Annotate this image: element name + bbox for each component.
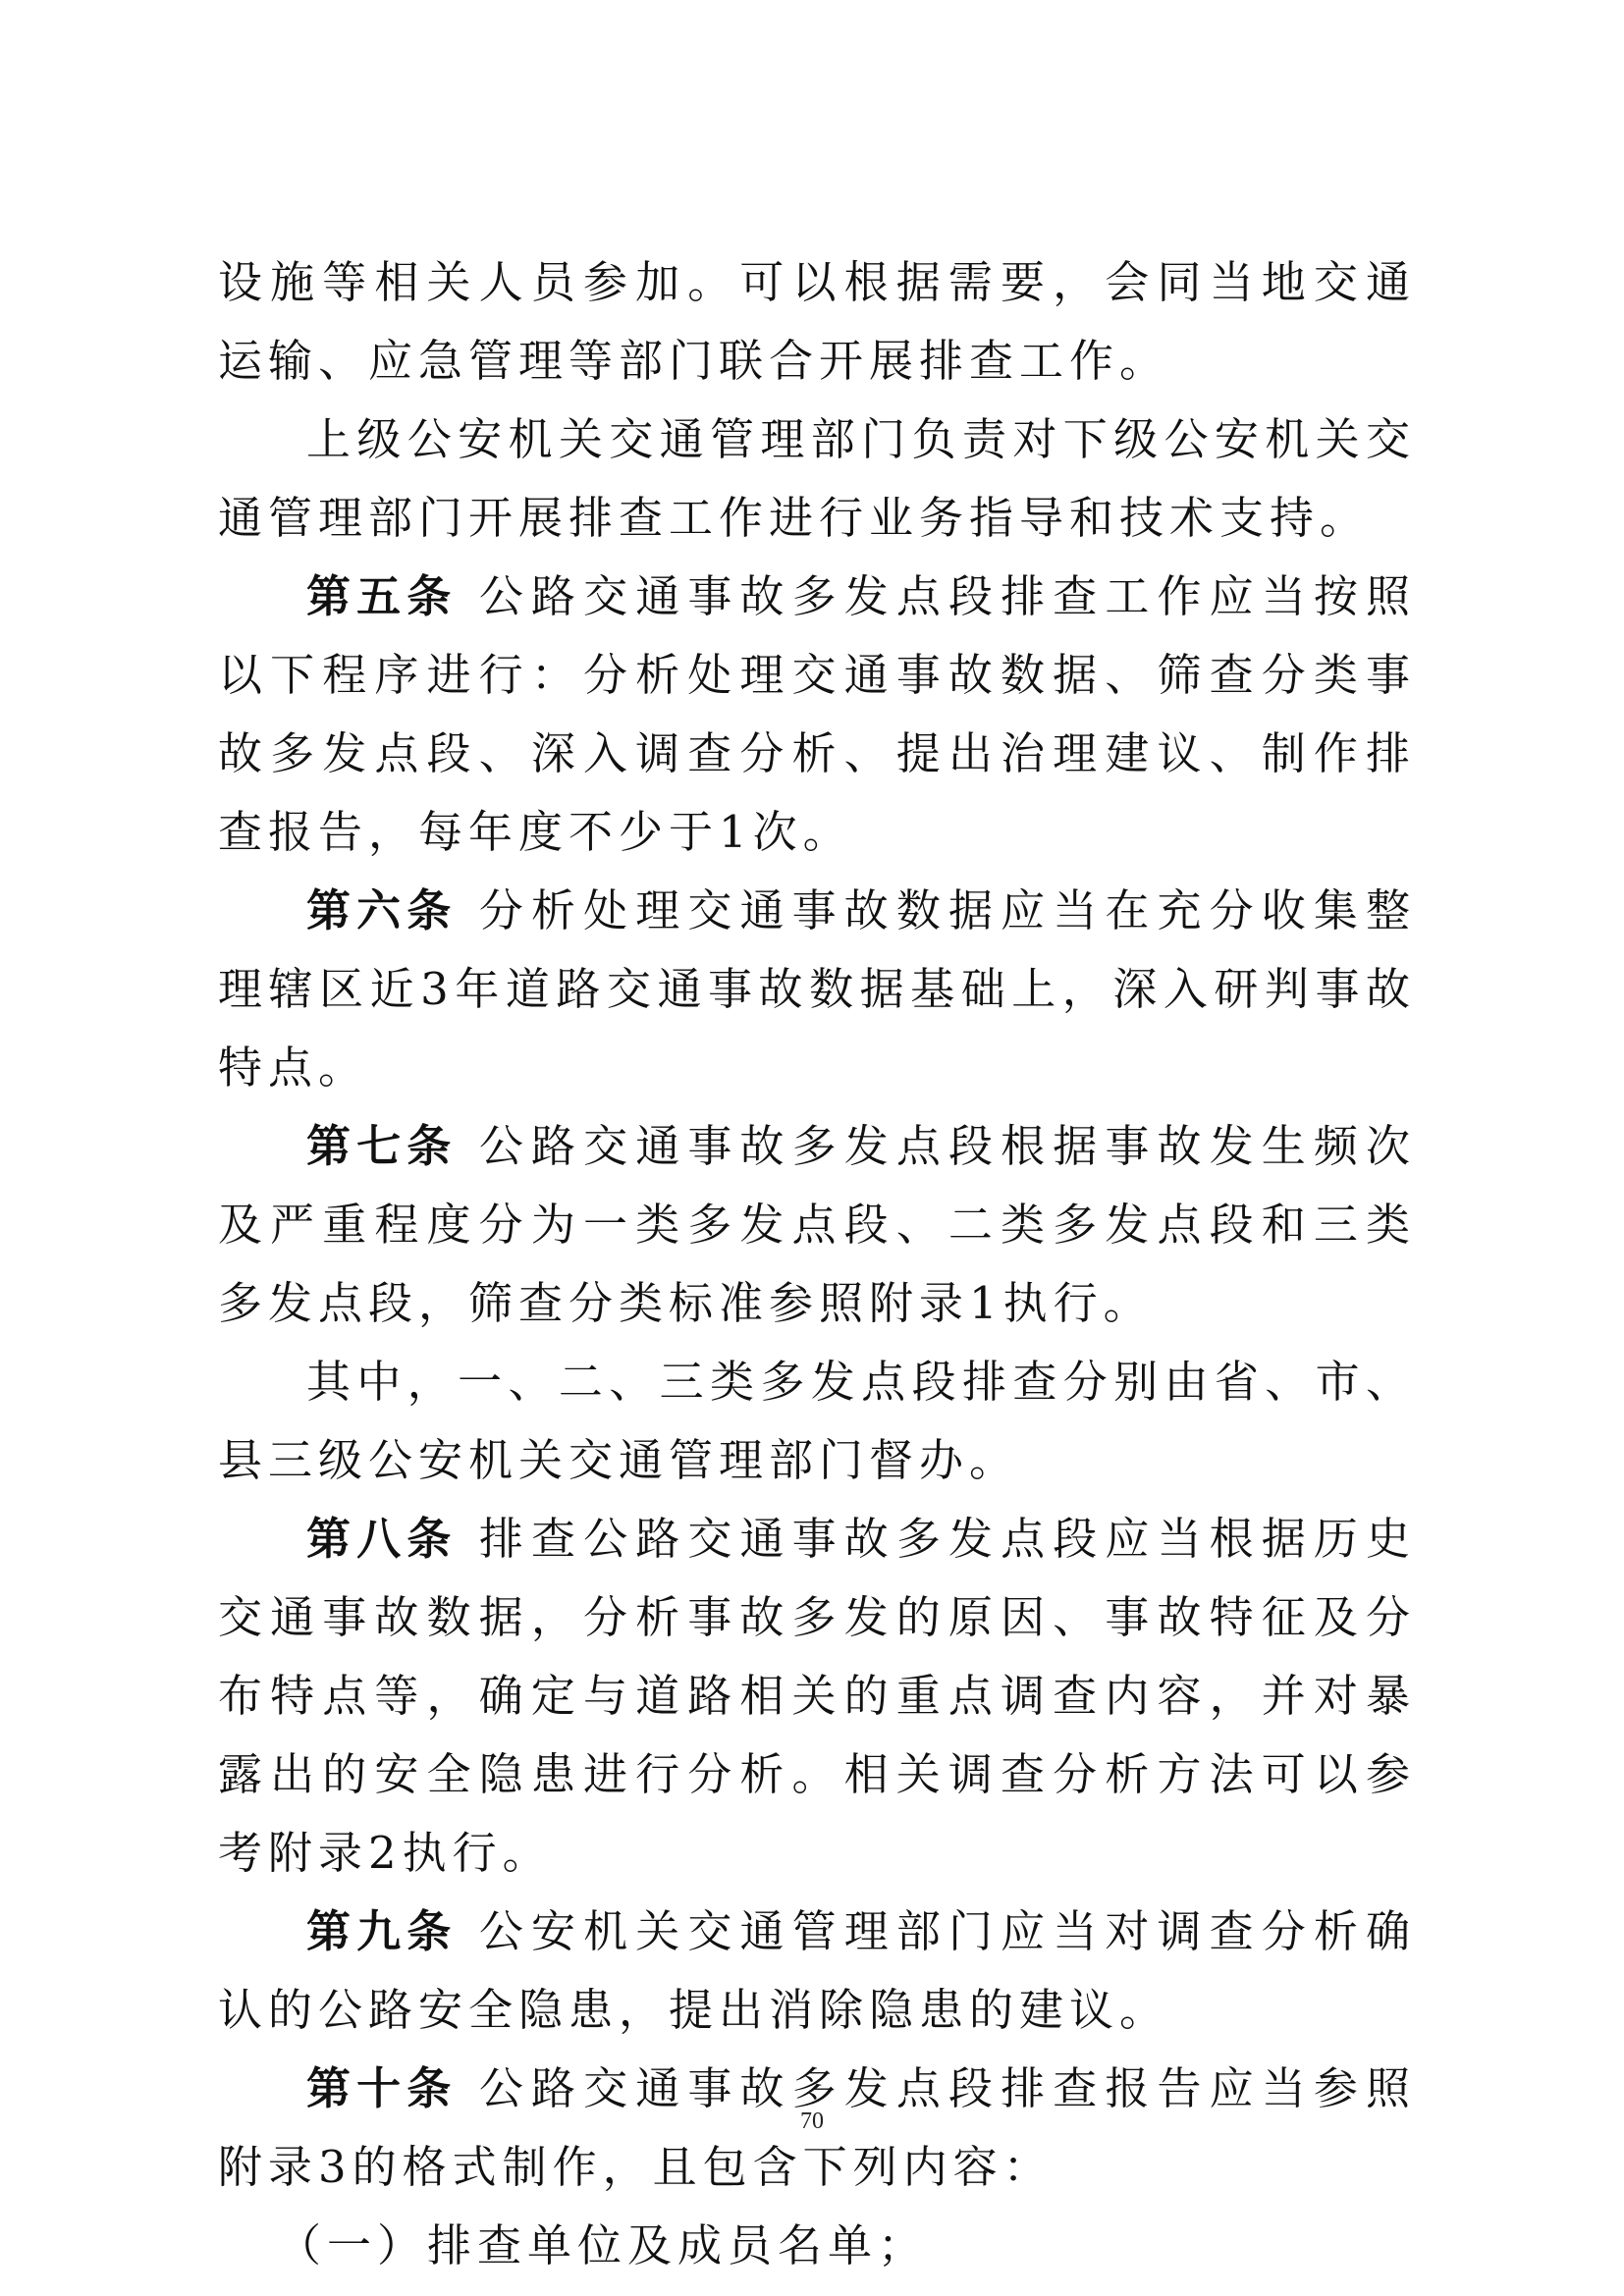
paragraph-7b <box>218 1343 1416 1500</box>
article-5 <box>218 558 1416 872</box>
paragraph-2 <box>218 400 1416 558</box>
page-number: 70 <box>800 2109 824 2134</box>
article-number: 第五条 <box>306 570 458 622</box>
article-7 <box>218 1107 1416 1343</box>
article-text: 公路交通事故多发点段排查报告应当参照附录3的格式制作，且包含下列内容： <box>218 2062 1416 2193</box>
article-number: 第七条 <box>306 1120 458 1172</box>
paragraph-text: 设施等相关人员参加。可以根据需要，会同当地交通运输、应急管理等部门联合开展排查工作。 <box>218 256 1416 387</box>
article-8 <box>218 1500 1416 1893</box>
list-item-text: （一）排查单位及成员名单； <box>277 2219 929 2271</box>
article-text: 公路交通事故多发点段排查工作应当按照以下程序进行：分析处理交通事故数据、筛查分类事故多发点段、深入调查分析、提出治理建议、制作排查报告，每年度不少于1次。 <box>218 570 1416 858</box>
article-6 <box>218 872 1416 1107</box>
paragraph-text: 上级公安机关交通管理部门负责对下级公安机关交通管理部门开展排查工作进行业务指导和技术支持。 <box>218 413 1416 544</box>
paragraph-1 <box>218 243 1416 400</box>
article-9 <box>218 1893 1416 2050</box>
article-text: 排查公路交通事故多发点段应当根据历史交通事故数据，分析事故多发的原因、事故特征及分布特点等，确定与道路相关的重点调查内容，并对暴露出的安全隐患进行分析。相关调查分析方法可以参考附录2执行。 <box>218 1513 1416 1879</box>
article-number: 第九条 <box>306 1905 458 1957</box>
article-number: 第八条 <box>306 1513 458 1565</box>
article-text: 分析处理交通事故数据应当在充分收集整理辖区近3年道路交通事故数据基础上，深入研判事故特点。 <box>218 884 1416 1094</box>
article-number: 第十条 <box>306 2062 458 2114</box>
article-number: 第六条 <box>306 884 458 936</box>
article-text: 公安机关交通管理部门应当对调查分析确认的公路安全隐患，提出消除隐患的建议。 <box>218 1905 1416 2036</box>
body-text <box>218 243 1416 2285</box>
list-item-1 <box>218 2207 1416 2285</box>
paragraph-text: 其中，一、二、三类多发点段排查分别由省、市、县三级公安机关交通管理部门督办。 <box>218 1356 1416 1486</box>
article-text: 公路交通事故多发点段根据事故发生频次及严重程度分为一类多发点段、二类多发点段和三类多发点段，筛查分类标准参照附录1执行。 <box>218 1120 1416 1329</box>
